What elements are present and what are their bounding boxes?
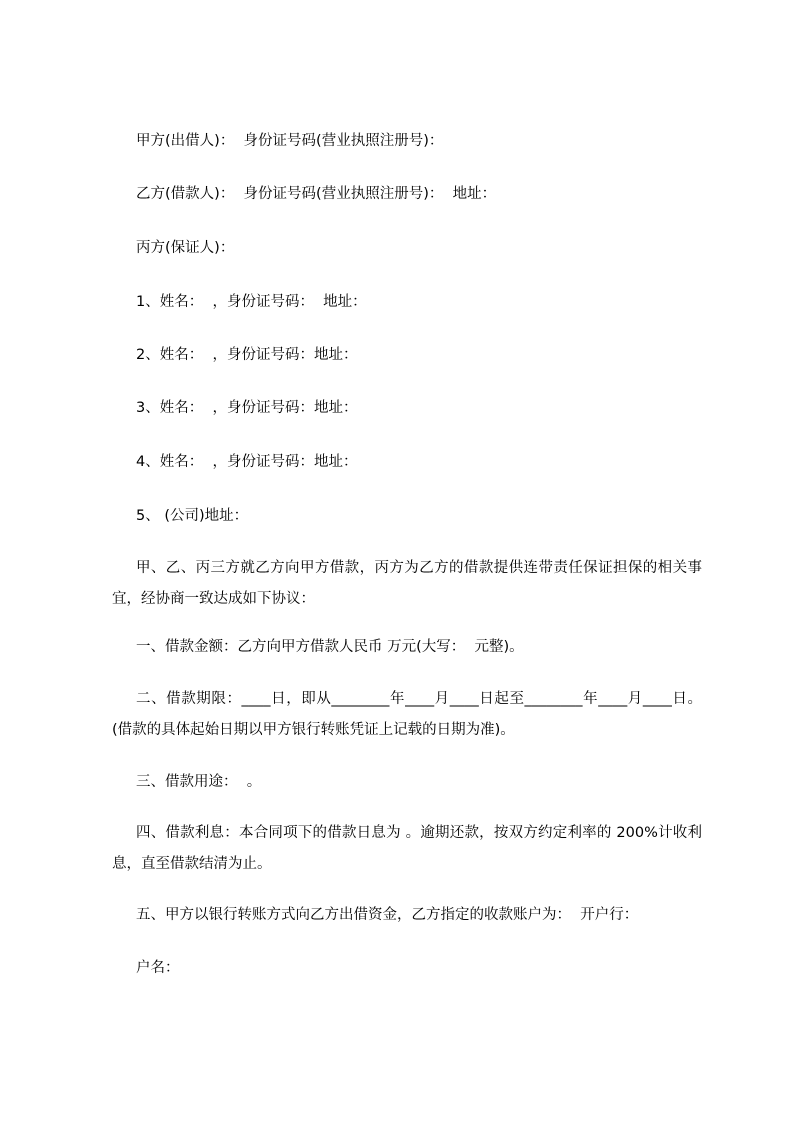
party-a-line: 甲方(出借人)： 身份证号码(营业执照注册号)： <box>136 133 444 149</box>
account-name-line: 户名： <box>136 960 180 976</box>
clause-2: 二、借款期限：____日，即从________年____月____日起至________年____月____日。(借款的具体起始日期以甲方银行转账凭证上记载的日期为准)。 <box>112 691 702 738</box>
party-b-line: 乙方(借款人)： 身份证号码(营业执照注册号)： 地址： <box>136 186 497 202</box>
intro-paragraph: 甲、乙、丙三方就乙方向甲方借款，丙方为乙方的借款提供连带责任保证担保的相关事宜，经协商一致达成如下协议： <box>112 560 702 607</box>
guarantor-1-line: 1、姓名： ，身份证号码： 地址： <box>136 294 367 310</box>
party-c-line: 丙方(保证人)： <box>136 240 235 256</box>
guarantor-5-line: 5、 (公司)地址： <box>136 508 249 524</box>
clause-3: 三、借款用途： 。 <box>136 774 262 790</box>
clause-1: 一、借款金额：乙方向甲方借款人民币 万元(大写： 元整)。 <box>136 639 524 655</box>
clause-4: 四、借款利息：本合同项下的借款日息为 。逾期还款，按双方约定利率的 200%计收利息，直至借款结清为止。 <box>112 825 702 872</box>
guarantor-3-line: 3、姓名： ，身份证号码：地址： <box>136 400 358 416</box>
clause-5: 五、甲方以银行转账方式向乙方出借资金，乙方指定的收款账户为： 开户行： <box>136 907 639 923</box>
guarantor-2-line: 2、姓名： ，身份证号码：地址： <box>136 347 358 363</box>
guarantor-4-line: 4、姓名： ，身份证号码：地址： <box>136 454 358 470</box>
